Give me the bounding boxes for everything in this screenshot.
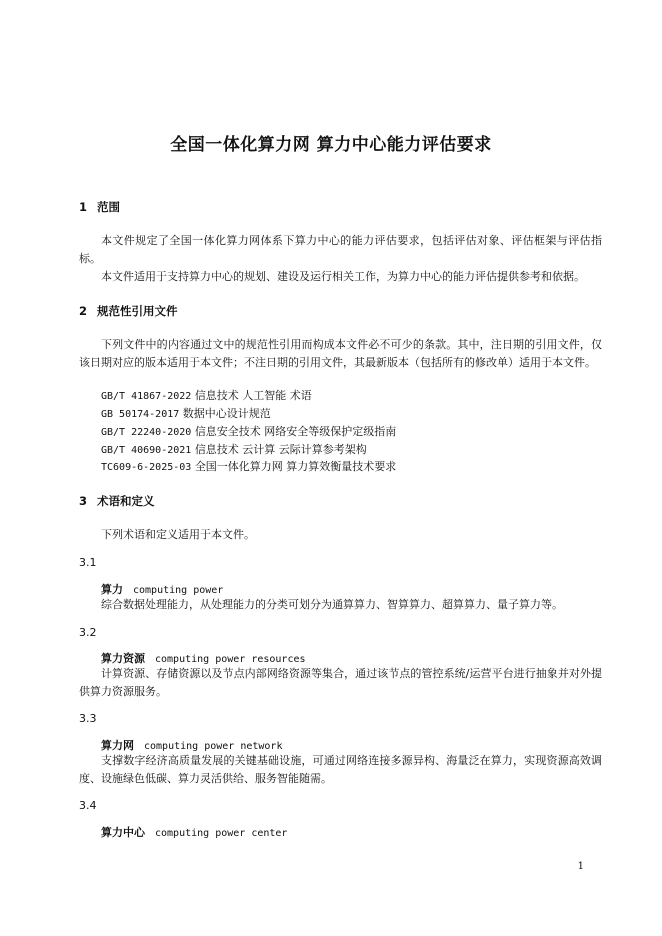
term-entry (101, 824, 287, 840)
section-number: 3 (79, 494, 88, 508)
term-en: computing power resources (155, 654, 306, 665)
section-heading-scope (79, 199, 120, 215)
reference-item (101, 405, 271, 424)
section-title: 范围 (97, 200, 120, 214)
reference-code: GB/T 41867-2022 (101, 391, 192, 402)
term-definition: 支撑数字经济高质量发展的关键基础设施，可通过网络连接多源异构、海量泛在算力，实现资源高效调度、设施绿色低碳、算力灵活供给、服务智能随需。 (79, 754, 602, 785)
reference-title: 信息技术 人工智能 术语 (194, 389, 312, 402)
term-entry (101, 650, 306, 666)
term-zh: 算力 (101, 583, 123, 596)
section-heading-references (79, 303, 178, 319)
clause-number: 3.3 (79, 712, 97, 725)
term-en: computing power network (144, 741, 283, 752)
term-zh: 算力资源 (101, 652, 145, 665)
section-number: 1 (79, 200, 88, 214)
section-number: 2 (79, 304, 88, 318)
page-number: 1 (577, 861, 584, 872)
section-title: 术语和定义 (97, 494, 155, 508)
reference-code: GB/T 22240-2020 (101, 427, 192, 438)
term-entry (101, 737, 282, 753)
reference-item (101, 458, 396, 477)
scope-paragraph-2: 本文件适用于支持算力中心的规划、建设及运行相关工作，为算力中心的能力评估提供参考和依据。 (101, 270, 585, 283)
references-intro: 下列文件中的内容通过文中的规范性引用而构成本文件必不可少的条款。其中，注日期的引用文件，仅该日期对应的版本适用于本文件；不注日期的引用文件，其最新版本（包括所有的修改单）适用于本文件。 (79, 338, 602, 369)
term-en: computing power center (155, 828, 288, 839)
reference-title: 数据中心设计规范 (182, 407, 271, 420)
reference-item (101, 423, 396, 442)
document-title: 全国一体化算力网 算力中心能力评估要求 (170, 135, 492, 155)
term-en: computing power (133, 585, 224, 596)
term-zh: 算力中心 (101, 826, 145, 839)
clause-number: 3.2 (79, 626, 97, 639)
scope-paragraph-1: 本文件规定了全国一体化算力网体系下算力中心的能力评估要求，包括评估对象、评估框架与评估指标。 (79, 234, 602, 265)
reference-title: 信息技术 云计算 云际计算参考架构 (194, 443, 367, 456)
section-title: 规范性引用文件 (97, 304, 178, 318)
terms-intro: 下列术语和定义适用于本文件。 (101, 528, 255, 541)
term-entry (101, 581, 223, 597)
term-definition: 综合数据处理能力，从处理能力的分类可划分为通算算力、智算算力、超算算力、量子算力等。 (101, 598, 563, 611)
term-zh: 算力网 (101, 739, 134, 752)
reference-code: GB 50174-2017 (101, 409, 180, 420)
reference-code: TC609-6-2025-03 (101, 462, 192, 473)
clause-number: 3.4 (79, 799, 97, 812)
reference-item (101, 387, 312, 406)
clause-number: 3.1 (79, 556, 97, 569)
term-definition: 计算资源、存储资源以及节点内部网络资源等集合，通过该节点的管控系统/运营平台进行抽象并对外提供算力资源服务。 (79, 667, 602, 698)
reference-code: GB/T 40690-2021 (101, 445, 192, 456)
reference-title: 信息安全技术 网络安全等级保护定级指南 (194, 425, 397, 438)
section-heading-terms (79, 493, 155, 509)
reference-title: 全国一体化算力网 算力算效衡量技术要求 (194, 460, 397, 473)
